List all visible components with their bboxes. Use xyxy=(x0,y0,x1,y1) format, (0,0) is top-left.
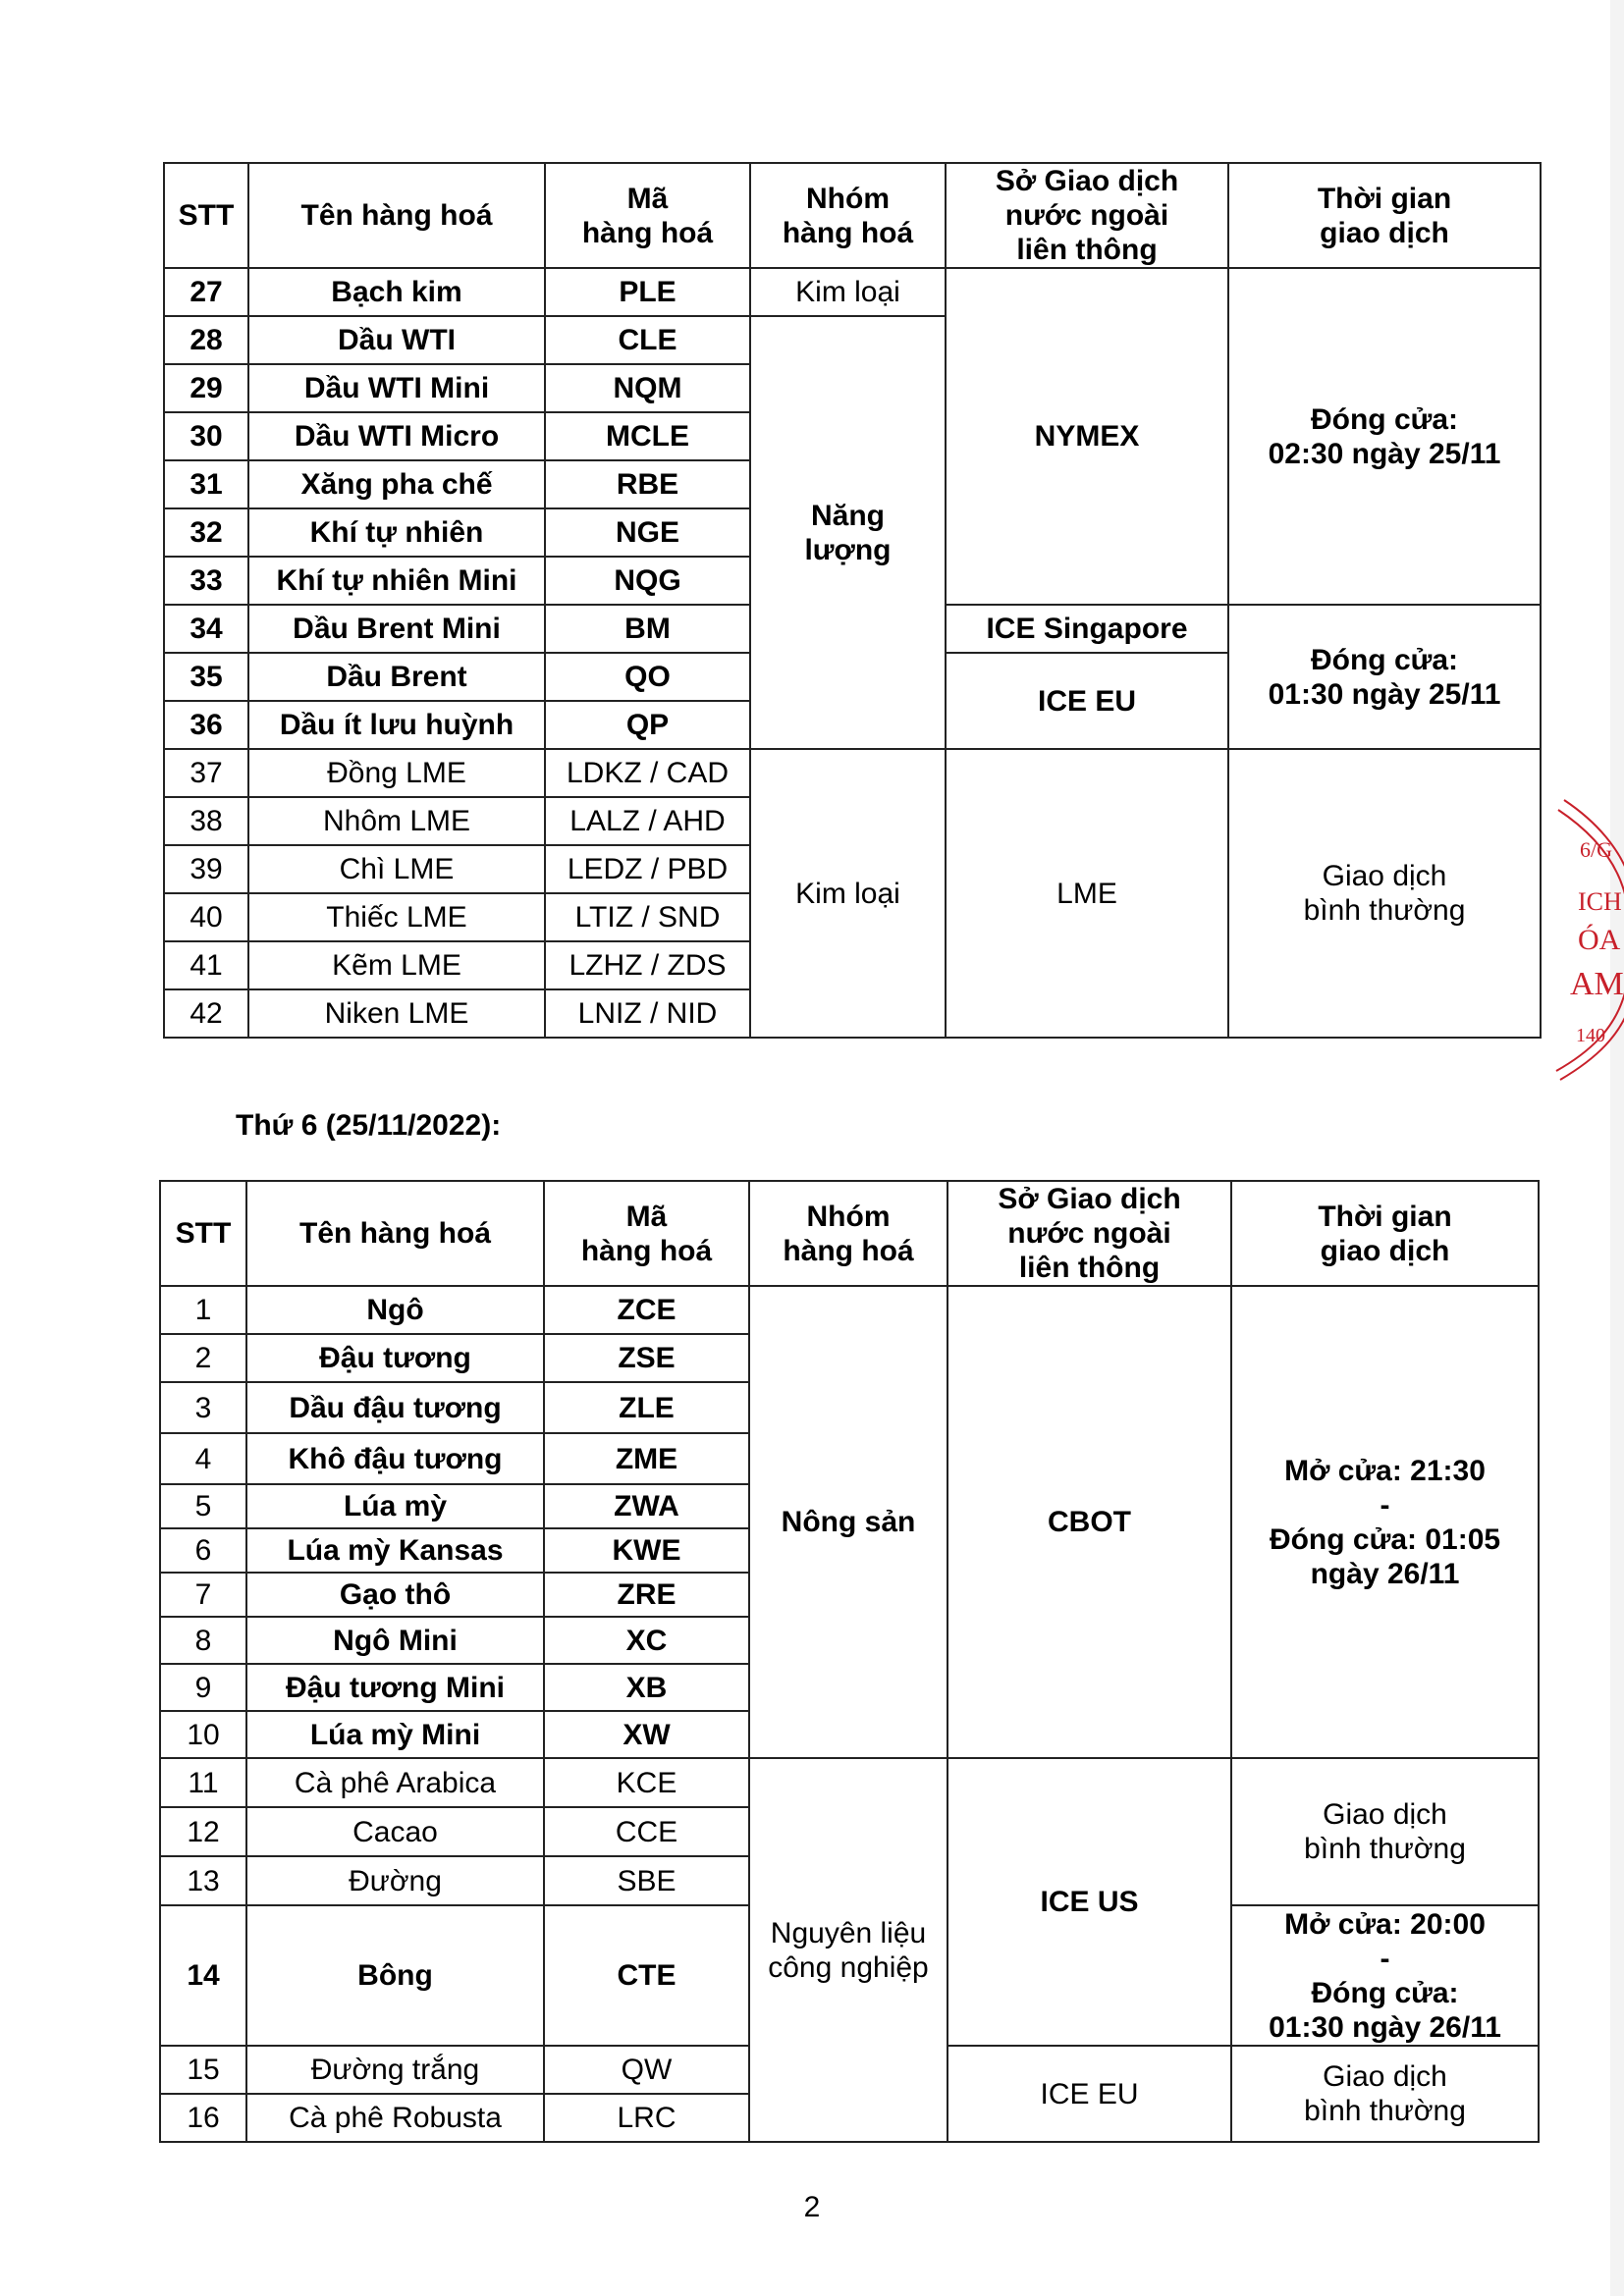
svg-text:AM: AM xyxy=(1570,966,1624,1002)
header-time: Thời gian giao dịch xyxy=(1228,163,1541,268)
cell-code: XW xyxy=(544,1711,749,1758)
cell-exchange-ice-us: ICE US xyxy=(947,1758,1231,2046)
cell-code: QO xyxy=(545,653,750,701)
cell-exchange-nymex: NYMEX xyxy=(946,268,1228,605)
cell-stt: 16 xyxy=(160,2094,246,2142)
cell-name: Dầu Brent Mini xyxy=(248,605,545,653)
cell-name: Cacao xyxy=(246,1807,544,1856)
section-heading-friday: Thứ 6 (25/11/2022): xyxy=(236,1109,502,1142)
header-code: Mã hàng hoá xyxy=(545,163,750,268)
cell-code: MCLE xyxy=(545,412,750,460)
cell-name: Nhôm LME xyxy=(248,797,545,845)
cell-name: Dầu WTI xyxy=(248,316,545,364)
cell-time-close-0130: Đóng cửa: 01:30 ngày 25/11 xyxy=(1228,605,1541,749)
cell-name: Dầu ít lưu huỳnh xyxy=(248,701,545,749)
cell-name: Ngô Mini xyxy=(246,1617,544,1664)
cell-code: XB xyxy=(544,1664,749,1711)
header-stt: STT xyxy=(164,163,248,268)
table-header-row xyxy=(164,163,1541,268)
svg-text:140: 140 xyxy=(1576,1025,1605,1046)
cell-group-agri: Nông sản xyxy=(749,1286,947,1758)
red-seal-stamp xyxy=(1554,800,1624,1085)
cell-group-industrial: Nguyên liệu công nghiệp xyxy=(749,1758,947,2142)
cell-name: Dầu WTI Micro xyxy=(248,412,545,460)
cell-stt: 30 xyxy=(164,412,248,460)
cell-stt: 9 xyxy=(160,1664,246,1711)
cell-code: ZSE xyxy=(544,1334,749,1382)
cell-code: LDKZ / CAD xyxy=(545,749,750,797)
cell-code: LNIZ / NID xyxy=(545,989,750,1038)
cell-time-close-0230: Đóng cửa: 02:30 ngày 25/11 xyxy=(1228,268,1541,605)
cell-name: Xăng pha chế xyxy=(248,460,545,508)
cell-name: Đường xyxy=(246,1856,544,1905)
cell-code: QW xyxy=(544,2046,749,2094)
header-exchange: Sở Giao dịch nước ngoài liên thông xyxy=(947,1181,1231,1286)
cell-code: KWE xyxy=(544,1528,749,1573)
cell-stt: 6 xyxy=(160,1528,246,1573)
cell-group-metal-lme: Kim loại xyxy=(750,749,946,1038)
svg-text:ÓA: ÓA xyxy=(1578,924,1621,956)
header-name: Tên hàng hoá xyxy=(246,1181,544,1286)
cell-name: Gạo thô xyxy=(246,1573,544,1617)
cell-code: NGE xyxy=(545,508,750,557)
cell-stt: 5 xyxy=(160,1484,246,1528)
cell-stt: 31 xyxy=(164,460,248,508)
cell-time-cotton: Mở cửa: 20:00 - Đóng cửa: 01:30 ngày 26/11 xyxy=(1231,1905,1539,2046)
cell-stt: 11 xyxy=(160,1758,246,1807)
schedule-table-1 xyxy=(163,162,1542,1039)
cell-stt: 34 xyxy=(164,605,248,653)
table-row xyxy=(164,268,1541,316)
cell-stt: 2 xyxy=(160,1334,246,1382)
table-row xyxy=(160,1758,1539,1807)
cell-stt: 29 xyxy=(164,364,248,412)
cell-exchange-ice-eu: ICE EU xyxy=(946,653,1228,749)
header-group: Nhóm hàng hoá xyxy=(750,163,946,268)
cell-stt: 39 xyxy=(164,845,248,893)
cell-code: NQM xyxy=(545,364,750,412)
page-edge-shadow xyxy=(1610,0,1624,2296)
cell-stt: 4 xyxy=(160,1433,246,1484)
cell-stt: 42 xyxy=(164,989,248,1038)
cell-name: Khí tự nhiên xyxy=(248,508,545,557)
cell-name: Thiếc LME xyxy=(248,893,545,941)
table-row xyxy=(164,749,1541,797)
cell-code: XC xyxy=(544,1617,749,1664)
cell-code: LTIZ / SND xyxy=(545,893,750,941)
cell-code: NQG xyxy=(545,557,750,605)
schedule-table-2 xyxy=(159,1180,1540,2143)
header-code: Mã hàng hoá xyxy=(544,1181,749,1286)
cell-stt: 32 xyxy=(164,508,248,557)
cell-stt: 41 xyxy=(164,941,248,989)
cell-stt: 28 xyxy=(164,316,248,364)
cell-stt: 7 xyxy=(160,1573,246,1617)
cell-stt: 8 xyxy=(160,1617,246,1664)
cell-code: CTE xyxy=(544,1905,749,2046)
cell-time-normal: Giao dịch bình thường xyxy=(1231,1758,1539,1905)
cell-exchange-lme: LME xyxy=(946,749,1228,1038)
cell-group-metal: Kim loại xyxy=(750,268,946,316)
cell-time-normal: Giao dịch bình thường xyxy=(1228,749,1541,1038)
cell-code: LRC xyxy=(544,2094,749,2142)
cell-code: ZRE xyxy=(544,1573,749,1617)
header-exchange: Sở Giao dịch nước ngoài liên thông xyxy=(946,163,1228,268)
cell-name: Cà phê Arabica xyxy=(246,1758,544,1807)
cell-code: ZME xyxy=(544,1433,749,1484)
cell-name: Cà phê Robusta xyxy=(246,2094,544,2142)
cell-code: SBE xyxy=(544,1856,749,1905)
cell-name: Đậu tương xyxy=(246,1334,544,1382)
page-number: 2 xyxy=(803,2191,821,2223)
cell-name: Dầu đậu tương xyxy=(246,1382,544,1433)
cell-name: Niken LME xyxy=(248,989,545,1038)
header-time: Thời gian giao dịch xyxy=(1231,1181,1539,1286)
cell-name: Đường trắng xyxy=(246,2046,544,2094)
cell-name: Chì LME xyxy=(248,845,545,893)
cell-code: LALZ / AHD xyxy=(545,797,750,845)
cell-exchange-ice-singapore: ICE Singapore xyxy=(946,605,1228,653)
table-row xyxy=(160,1286,1539,1334)
cell-name: Đồng LME xyxy=(248,749,545,797)
cell-stt: 37 xyxy=(164,749,248,797)
header-group: Nhóm hàng hoá xyxy=(749,1181,947,1286)
cell-code: KCE xyxy=(544,1758,749,1807)
cell-name: Đậu tương Mini xyxy=(246,1664,544,1711)
cell-code: LZHZ / ZDS xyxy=(545,941,750,989)
cell-stt: 40 xyxy=(164,893,248,941)
cell-name: Khô đậu tương xyxy=(246,1433,544,1484)
cell-name: Dầu Brent xyxy=(248,653,545,701)
cell-code: ZLE xyxy=(544,1382,749,1433)
svg-text:ICH: ICH xyxy=(1578,887,1622,916)
cell-stt: 3 xyxy=(160,1382,246,1433)
cell-stt: 13 xyxy=(160,1856,246,1905)
header-stt: STT xyxy=(160,1181,246,1286)
svg-text:6/G: 6/G xyxy=(1580,837,1612,862)
cell-exchange-cbot: CBOT xyxy=(947,1286,1231,1758)
header-name: Tên hàng hoá xyxy=(248,163,545,268)
cell-name: Lúa mỳ xyxy=(246,1484,544,1528)
cell-code: LEDZ / PBD xyxy=(545,845,750,893)
cell-stt: 14 xyxy=(160,1905,246,2046)
cell-time-normal: Giao dịch bình thường xyxy=(1231,2046,1539,2142)
cell-code: RBE xyxy=(545,460,750,508)
cell-code: ZWA xyxy=(544,1484,749,1528)
cell-stt: 27 xyxy=(164,268,248,316)
cell-name: Bông xyxy=(246,1905,544,2046)
cell-name: Ngô xyxy=(246,1286,544,1334)
cell-code: CCE xyxy=(544,1807,749,1856)
cell-name: Lúa mỳ Kansas xyxy=(246,1528,544,1573)
cell-code: ZCE xyxy=(544,1286,749,1334)
cell-stt: 38 xyxy=(164,797,248,845)
cell-code: PLE xyxy=(545,268,750,316)
cell-code: CLE xyxy=(545,316,750,364)
cell-stt: 10 xyxy=(160,1711,246,1758)
cell-stt: 33 xyxy=(164,557,248,605)
cell-name: Bạch kim xyxy=(248,268,545,316)
cell-name: Dầu WTI Mini xyxy=(248,364,545,412)
cell-code: BM xyxy=(545,605,750,653)
cell-name: Khí tự nhiên Mini xyxy=(248,557,545,605)
cell-stt: 36 xyxy=(164,701,248,749)
cell-name: Lúa mỳ Mini xyxy=(246,1711,544,1758)
cell-code: QP xyxy=(545,701,750,749)
cell-stt: 1 xyxy=(160,1286,246,1334)
cell-time-cbot: Mở cửa: 21:30 - Đóng cửa: 01:05 ngày 26/11 xyxy=(1231,1286,1539,1758)
cell-stt: 15 xyxy=(160,2046,246,2094)
cell-stt: 35 xyxy=(164,653,248,701)
cell-exchange-ice-eu: ICE EU xyxy=(947,2046,1231,2142)
cell-stt: 12 xyxy=(160,1807,246,1856)
table-header-row xyxy=(160,1181,1539,1286)
cell-name: Kẽm LME xyxy=(248,941,545,989)
cell-group-energy: Năng lượng xyxy=(750,316,946,749)
